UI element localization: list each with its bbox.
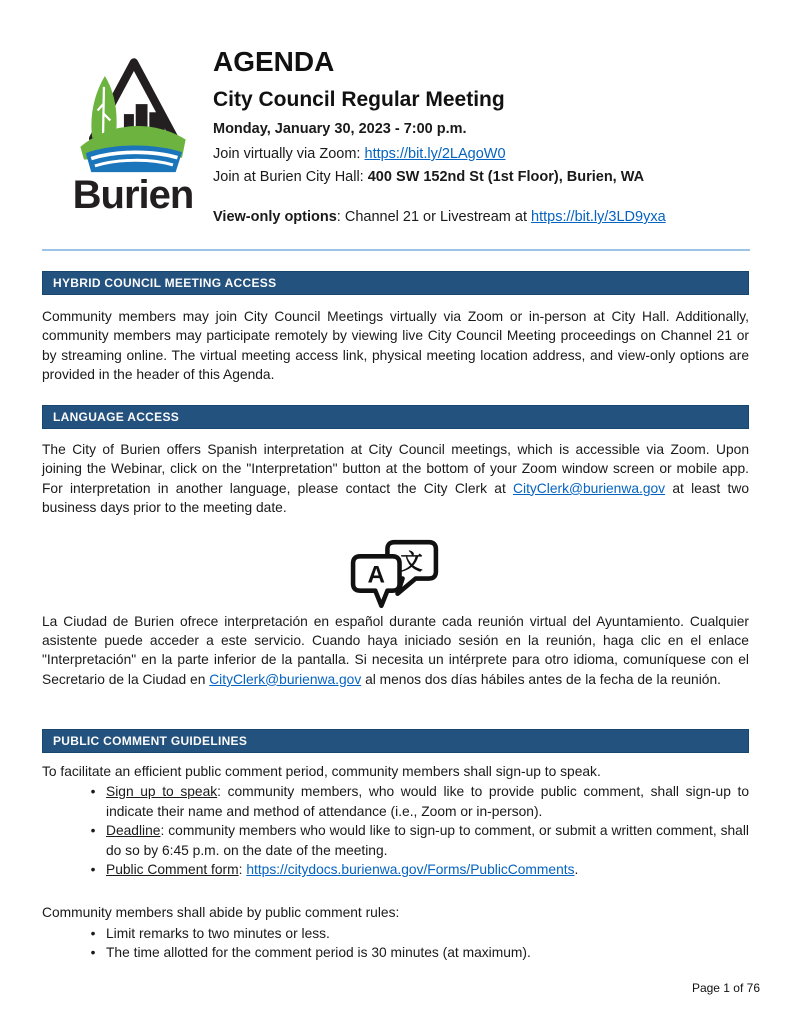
burien-wordmark: Burien: [72, 173, 194, 217]
page-number: Page 1 of 76: [691, 981, 760, 995]
view-only-line: [213, 206, 773, 229]
public-comment-block: [42, 762, 749, 963]
document-header: [213, 46, 773, 229]
bullet-deadline-text: : community members who would like to sign-up to comment, or submit a written comment, shall do so by 6:45 p.m. on the date of the meeting.: [106, 823, 749, 858]
list-item: [42, 821, 749, 860]
bullet-deadline-label: Deadline: [106, 823, 161, 839]
burien-logo: [58, 56, 208, 215]
bullet-icon: •: [90, 823, 96, 839]
language-access-paragraph-en: [42, 440, 749, 518]
cityhall-address: 400 SW 152nd St (1st Floor), Burien, WA: [367, 169, 645, 185]
hybrid-access-paragraph: Community members may join City Council Meetings virtually via Zoom or in-person at City Hall. Additionally, community members may participate remotely by viewing live City Council Meeting proceedings on Channel 21 or by streaming online. The virtual meeting access link, physical meeting location address, and view-only options are provided in the header of this Agenda.: [42, 309, 749, 383]
public-comment-form-link[interactable]: https://citydocs.burienwa.gov/Forms/PublicComments: [246, 862, 575, 878]
language-es-text: La Ciudad de Burien ofrece interpretación en español durante cada reunión virtual del Ayuntamiento. Cualquier asistente puede acceder a este servicio. Cuando haya iniciado sesión en la reunión, haga clic en el enlace "Interpretación" en la parte inferior de la pantalla. Si necesita un intérprete para otro idioma, comuníquese con el Secretario de la Ciudad en: [42, 614, 749, 687]
language-es-text-suffix: al menos dos días hábiles antes de la fecha de la reunión.: [361, 671, 721, 687]
cityclerk-email-link-es[interactable]: CityClerk@burienwa.gov: [209, 671, 362, 687]
interpretation-icon-wrap: [0, 536, 791, 618]
page-title: AGENDA: [213, 46, 335, 77]
section-heading-language-access: LANGUAGE ACCESS: [42, 405, 749, 429]
view-only-label: View-only options: [213, 209, 337, 225]
bullet-icon: •: [90, 862, 96, 878]
bullet-comment-form-text: :: [238, 862, 247, 878]
section-heading-public-comment: PUBLIC COMMENT GUIDELINES: [42, 729, 749, 753]
cityclerk-email-link-en[interactable]: CityClerk@burienwa.gov: [513, 480, 666, 496]
bullet-signup-text: : community members, who would like to provide public comment, shall sign-up to indicate their name and method of attendance (i.e., Zoom or in-person).: [106, 784, 749, 819]
language-en-text-suffix: at least two business days prior to the meeting date.: [42, 480, 749, 516]
bullet-comment-form-label: Public Comment form: [106, 862, 239, 878]
list-item: [42, 924, 749, 943]
public-comment-rules-intro: Community members shall abide by public comment rules:: [42, 905, 400, 921]
section-heading-hybrid-access: HYBRID COUNCIL MEETING ACCESS: [42, 271, 749, 295]
livestream-link[interactable]: https://bit.ly/3LD9yxa: [531, 209, 666, 225]
list-item: [42, 943, 749, 962]
spacer: [42, 879, 749, 903]
bullet-comment-form-suffix: .: [574, 862, 579, 878]
burien-logo-icon: [69, 56, 197, 174]
translation-icon-latin-glyph: A: [367, 561, 386, 589]
rule-limit-remarks: Limit remarks to two minutes or less.: [106, 925, 330, 941]
bullet-icon: •: [90, 925, 96, 941]
view-only-text: : Channel 21 or Livestream at: [336, 209, 532, 225]
zoom-join-text: Join virtually via Zoom:: [213, 146, 365, 162]
language-access-paragraph-es: [42, 612, 749, 689]
bullet-signup-label: Sign up to speak: [106, 784, 218, 800]
rule-time-allotted: The time allotted for the comment period is 30 minutes (at maximum).: [106, 945, 531, 961]
bullet-signup: [106, 782, 749, 821]
bullet-deadline: [106, 821, 749, 860]
zoom-join-line: [213, 143, 773, 166]
translation-icon-cjk-glyph: 文: [400, 549, 423, 575]
list-item: [42, 860, 749, 879]
bullet-icon: •: [90, 945, 96, 961]
translation-icon: [347, 536, 444, 613]
zoom-link[interactable]: https://bit.ly/2LAgoW0: [364, 146, 506, 162]
cityhall-join-line: [213, 166, 773, 189]
meeting-datetime: Monday, January 30, 2023 - 7:00 p.m.: [213, 121, 467, 137]
header-divider: [42, 249, 750, 251]
list-item: [42, 782, 749, 821]
meeting-title: City Council Regular Meeting: [213, 88, 505, 111]
language-en-text: The City of Burien offers Spanish interpretation at City Council meetings, which is accessible via Zoom. Upon joining the Webinar, click on the "Interpretation" button at the bottom of your Zoom window screen or mobile app. For interpretation in another language, please contact the City Clerk at: [42, 442, 749, 496]
cityhall-join-text: Join at Burien City Hall:: [213, 169, 368, 185]
bullet-icon: •: [90, 784, 96, 800]
public-comment-intro: To facilitate an efficient public comment period, community members shall sign-up to speak.: [42, 764, 601, 779]
bullet-comment-form: [106, 860, 749, 879]
